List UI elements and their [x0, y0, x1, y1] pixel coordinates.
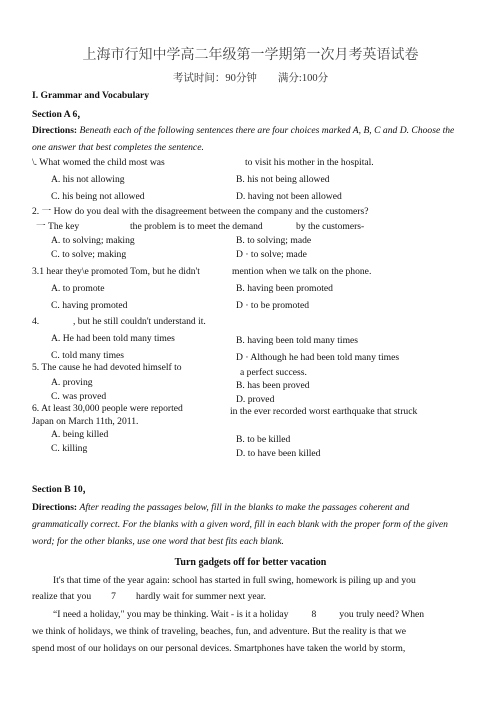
passage-p2-line1 — [53, 609, 424, 621]
q4-option-a: A. He had been told many times — [51, 333, 175, 344]
passage-text: hardly wait for summer next year. — [135, 591, 266, 602]
blank-7[interactable]: 7 — [111, 591, 116, 602]
section-heading: I. Grammar and Vocabulary — [32, 90, 150, 101]
passage-text: you truly need? When — [339, 609, 425, 620]
q3-stem: 3.1 hear they\e promoted Tom, but he didn't — [32, 266, 200, 277]
q2-stem-mid: the problem is to meet the demand — [130, 221, 263, 232]
passage-p1-line2 — [32, 591, 266, 603]
q6-stem-line2: Japan on March 11th, 2011. — [32, 416, 139, 427]
section-b-directions — [32, 499, 462, 550]
directions-label: Directions: — [32, 125, 78, 136]
q4-stem: , but he still couldn't understand it. — [73, 316, 206, 327]
passage-p2-line3: spend most of our holidays on our personal devices. Smartphones have taken the world by storm, — [32, 643, 406, 654]
q5-option-c: C. was proved — [51, 391, 107, 402]
q1-option-a: A. his not allowing — [51, 174, 125, 185]
q4-option-d: D · Although he had been told many times — [236, 352, 400, 363]
passage-text: realize that you — [32, 591, 92, 602]
q6-option-a: A. being killed — [51, 429, 109, 440]
q5-stem: 5. The cause he had devoted himself to — [32, 362, 182, 373]
q2-option-c: C. to solve; making — [51, 249, 127, 260]
q1-option-b: B. his not being allowed — [236, 174, 330, 185]
q5-option-d: D. proved — [236, 394, 275, 405]
q1-stem: \. What womed the child most was — [32, 157, 165, 168]
q5-stem-end: a perfect success. — [240, 367, 307, 378]
q6-option-c: C. killing — [51, 443, 88, 454]
q3-option-b: B. having been promoted — [236, 283, 333, 294]
section-a-heading: Section A 6， — [32, 109, 87, 120]
q6-stem: 6. At least 30,000 people were reported — [32, 403, 183, 414]
directions-text: After reading the passages below, fill in the blanks to make the passages coherent and grammatically correct. For the blanks with a given word, fill in each blank with the proper form of the given word; for the other blanks, use one word that best fits each blank. — [32, 502, 448, 547]
q3-option-a: A. to promote — [51, 283, 105, 294]
directions-label: Directions: — [32, 502, 78, 513]
q6-option-b: B. to be killed — [236, 434, 291, 445]
q2-stem: 2. 一 How do you deal with the disagreement between the company and the customers? — [32, 206, 369, 217]
section-a-directions — [32, 122, 462, 156]
directions-text: Beneath each of the following sentences there are four choices marked A, B, C and D. Choose the one answer that best completes the sentence. — [32, 125, 455, 153]
passage-p2-line2: we think of holidays, we think of traveling, beaches, fun, and adventure. But the reality is that we — [32, 626, 407, 637]
q6-stem-end: in the ever recorded worst earthquake that struck — [230, 406, 418, 417]
passage-text: “I need a holiday," you may be thinking. Wait - is it a holiday — [53, 609, 289, 620]
q2-stem-line2: 一 The key — [36, 221, 80, 232]
q2-option-d: D · to solve; made — [236, 249, 307, 260]
q4-option-c: C. told many times — [51, 350, 125, 361]
q3-stem-end: mention when we talk on the phone. — [232, 266, 372, 277]
passage-p1-line1: It's that time of the year again: school has started in full swing, homework is piling up and you — [53, 575, 416, 586]
q3-option-c: C. having promoted — [51, 300, 128, 311]
q1-option-c: C. his being not allowed — [51, 191, 145, 202]
q4-option-b: B. having been told many times — [236, 335, 359, 346]
q3-option-d: D · to be promoted — [236, 300, 310, 311]
q5-option-b: B. has been proved — [236, 380, 310, 391]
q5-option-a: A. proving — [51, 377, 93, 388]
section-b-heading: Section B 10， — [32, 484, 93, 495]
q2-stem-end: by the customers- — [296, 221, 365, 232]
q2-option-a: A. to solving; making — [51, 235, 135, 246]
passage-title: Turn gadgets off for better vacation — [174, 557, 327, 568]
q1-option-d: D. having not been allowed — [236, 191, 342, 202]
q6-option-d: D. to have been killed — [236, 448, 321, 459]
q2-option-b: B. to solving; made — [236, 235, 312, 246]
exam-info: 考试时间：90分钟 满分:100分 — [172, 73, 329, 84]
q4-number: 4. — [32, 316, 40, 327]
q1-stem-end: to visit his mother in the hospital. — [245, 157, 374, 168]
blank-8[interactable]: 8 — [311, 609, 317, 620]
exam-title: 上海市行知中学高二年级第一学期第一次月考英语试卷 — [82, 48, 419, 63]
